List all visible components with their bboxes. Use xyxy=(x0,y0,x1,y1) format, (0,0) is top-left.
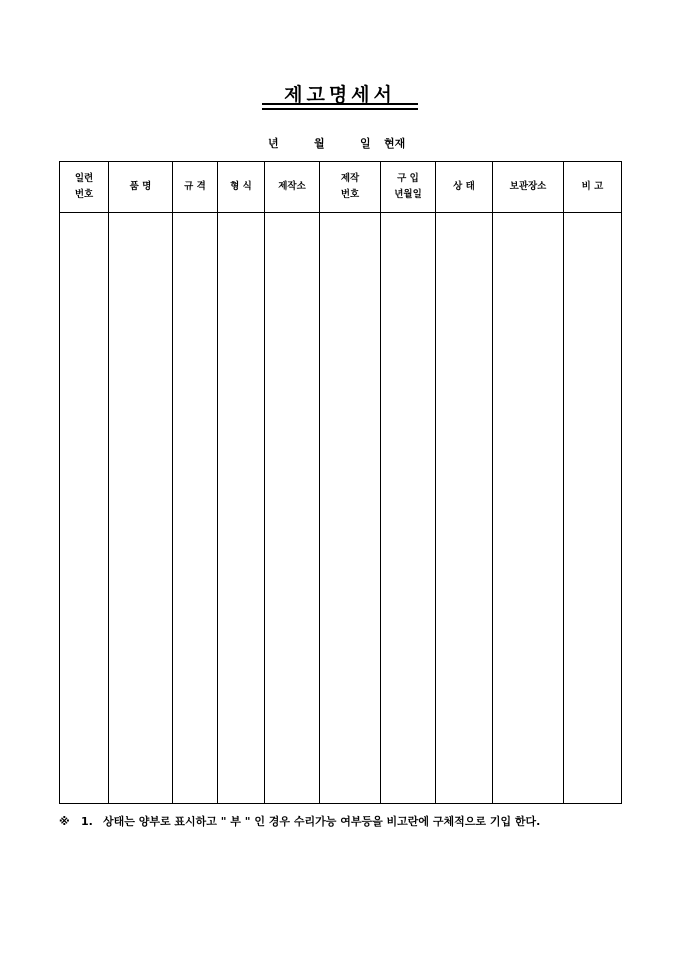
footnote-text: 상태는 양부로 표시하고 " 부 " 인 경우 수리가능 여부등을 비고란에 구체적으로 기입 한다. xyxy=(103,815,541,828)
header-manufacture-number: 제작 번호 xyxy=(320,162,381,213)
header-specification: 규 격 xyxy=(173,162,218,213)
header-remarks: 비 고 xyxy=(564,162,622,213)
header-condition: 상 태 xyxy=(436,162,493,213)
date-day-label: 일 xyxy=(360,137,371,150)
header-serial-number: 일련 번호 xyxy=(60,162,109,213)
cell-specification[interactable] xyxy=(173,213,218,804)
cell-condition[interactable] xyxy=(436,213,493,804)
date-as-of-label: 현재 xyxy=(384,137,406,150)
cell-manufacture-number[interactable] xyxy=(320,213,381,804)
table-header-row xyxy=(60,162,622,213)
cell-purchase-date[interactable] xyxy=(381,213,436,804)
header-storage-location: 보관장소 xyxy=(493,162,564,213)
header-model: 형 식 xyxy=(218,162,265,213)
table-body-row xyxy=(60,213,622,804)
cell-storage-location[interactable] xyxy=(493,213,564,804)
header-item-name: 품 명 xyxy=(109,162,173,213)
date-year-label: 년 xyxy=(268,137,279,150)
cell-item-name[interactable] xyxy=(109,213,173,804)
document-title: 제고명세서 xyxy=(284,84,396,106)
header-purchase-date: 구 입 년월일 xyxy=(381,162,436,213)
date-month-label: 월 xyxy=(314,137,325,150)
title-double-underline xyxy=(262,103,418,110)
footnote-number: 1. xyxy=(81,815,93,828)
reference-mark: ※ xyxy=(59,815,70,828)
cell-serial-number[interactable] xyxy=(60,213,109,804)
header-manufacturer: 제작소 xyxy=(265,162,320,213)
cell-remarks[interactable] xyxy=(564,213,622,804)
cell-manufacturer[interactable] xyxy=(265,213,320,804)
inventory-table xyxy=(59,161,622,804)
cell-model[interactable] xyxy=(218,213,265,804)
